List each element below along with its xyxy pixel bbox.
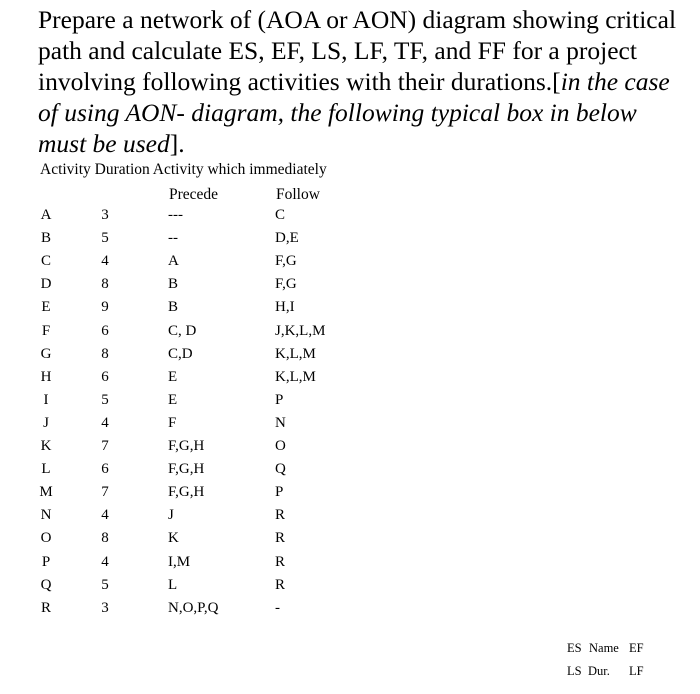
statement-text: Prepare a network of (AOA or AON) diagram showing critical path and calculate ES, EF, LS, LF, TF, and FF for a project involving following activities with their durations.[ [38,5,677,96]
follow-cell: F,G [275,253,297,270]
activity-cell: D [40,276,52,293]
activity-cell: O [40,530,52,547]
table-row [0,507,700,529]
follow-cell: F,G [275,276,297,293]
follow-cell: R [275,576,286,593]
duration-cell: 3 [101,599,109,616]
precede-cell: C,D [168,345,193,362]
table-row [0,554,700,576]
table-row [0,253,700,275]
duration-cell: 7 [101,484,109,501]
table-row [0,600,700,622]
duration-cell: 6 [101,322,109,339]
follow-cell: K,L,M [275,368,316,385]
follow-cell: N [275,414,286,431]
table-row [0,577,700,599]
precede-column-header: Precede [169,186,219,203]
precede-cell: I,M [168,553,191,570]
follow-cell: R [275,553,286,570]
table-row [0,207,700,229]
activity-cell: A [40,207,52,223]
duration-cell: 8 [101,530,109,547]
activity-cell: F [41,322,51,339]
follow-cell: H,I [275,299,295,316]
statement-italic-note: in the case of using AON- diagram, the following typical box in below must be used [38,67,670,158]
precede-cell: L [168,576,178,593]
duration-cell: 4 [101,414,109,431]
activity-cell: E [41,299,51,316]
follow-column-header: Follow [276,186,320,203]
follow-cell: Q [275,461,286,478]
follow-cell: C [275,207,286,223]
table-row [0,392,700,414]
problem-statement [38,4,688,159]
table-header-line: Activity Duration Activity which immediately [40,161,327,178]
precede-cell: K [168,530,179,547]
follow-cell: R [275,507,286,524]
follow-cell: O [275,438,286,454]
activity-cell: H [40,368,52,385]
legend-lf: LF [629,664,644,678]
precede-cell: B [168,276,179,293]
duration-cell: 4 [101,507,109,524]
precede-cell: E [168,368,178,385]
activity-cell: Q [40,576,52,593]
activity-cell: M [39,484,53,501]
duration-cell: 3 [101,207,109,223]
duration-cell: 6 [101,461,109,478]
table-row [0,369,700,391]
follow-cell: J,K,L,M [275,322,326,339]
table-row [0,230,700,252]
duration-cell: 5 [101,576,109,593]
legend-es: ES [567,641,582,655]
duration-cell: 8 [101,276,109,293]
precede-cell: F,G,H [168,461,205,478]
follow-cell: P [275,391,284,408]
activity-cell: K [40,438,52,454]
table-row [0,415,700,437]
table-row [0,323,700,345]
precede-cell: B [168,299,179,316]
precede-cell: --- [168,207,183,223]
activity-cell: G [40,345,52,362]
precede-cell: C, D [168,322,197,339]
activity-cell: P [41,553,51,570]
statement-close: ]. [169,129,185,158]
follow-cell: P [275,484,284,501]
follow-cell: D,E [275,230,299,247]
duration-cell: 5 [101,391,109,408]
precede-cell: F,G,H [168,484,205,501]
activity-cell: L [41,461,51,478]
precede-cell: F [168,414,177,431]
follow-cell: - [275,599,280,616]
precede-cell: F,G,H [168,438,205,454]
activity-cell: N [40,507,52,524]
activity-cell: I [43,391,49,408]
table-row [0,299,700,321]
table-row [0,346,700,368]
table-row [0,438,700,460]
table-row [0,461,700,483]
follow-cell: R [275,530,286,547]
duration-cell: 5 [101,230,109,247]
duration-cell: 8 [101,345,109,362]
precede-cell: -- [168,230,178,247]
table-row [0,484,700,506]
duration-cell: 9 [101,299,109,316]
follow-cell: K,L,M [275,345,316,362]
precede-cell: E [168,391,178,408]
legend-dur: Dur. [588,664,610,678]
precede-cell: N,O,P,Q [168,599,219,616]
table-row [0,276,700,298]
precede-cell: J [168,507,174,524]
duration-cell: 4 [101,253,109,270]
duration-cell: 4 [101,553,109,570]
legend-ls: LS [567,664,582,678]
legend-name: Name [589,641,619,655]
table-row [0,530,700,552]
activity-cell: J [43,414,49,431]
duration-cell: 7 [101,438,109,454]
activity-cell: R [40,599,51,616]
legend-ef: EF [629,641,644,655]
duration-cell: 6 [101,368,109,385]
activity-cell: C [40,253,51,270]
activity-cell: B [40,230,51,247]
precede-cell: A [168,253,179,270]
